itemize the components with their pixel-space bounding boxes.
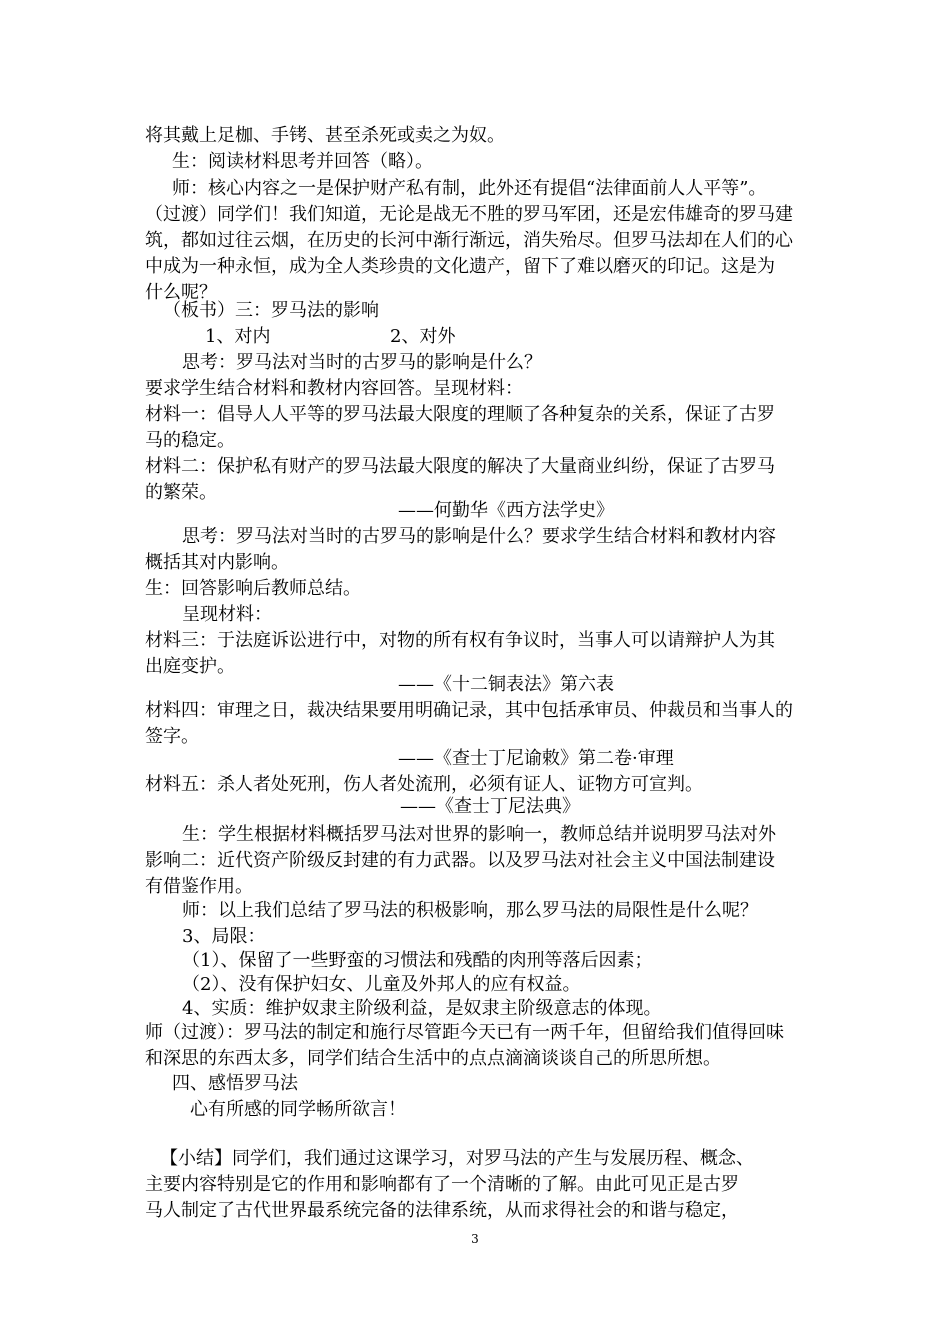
text-line: 生：学生根据材料概括罗马法对世界的影响一，教师总结并说明罗马法对外 [182, 824, 776, 845]
text-line: 材料一：倡导人人平等的罗马法最大限度的理顺了各种复杂的关系，保证了古罗 [145, 404, 775, 425]
page-number: 3 [471, 1232, 479, 1246]
text-line: （1）、保留了一些野蛮的习惯法和残酷的肉刑等落后因素； [182, 950, 653, 971]
text-line: 有借鉴作用。 [145, 876, 253, 897]
citation: ——《十二铜表法》第六表 [398, 674, 614, 695]
summary-line: 马人制定了古代世界最系统完备的法律系统，从而求得社会的和谐与稳定， [145, 1200, 739, 1221]
summary-line: 主要内容特别是它的作用和影响都有了一个清晰的了解。由此可见正是古罗 [145, 1174, 739, 1195]
text-line: 马的稳定。 [145, 430, 235, 451]
text-line: 思考：罗马法对当时的古罗马的影响是什么？ [182, 352, 542, 373]
text-line: 师：以上我们总结了罗马法的积极影响，那么罗马法的局限性是什么呢？ [182, 900, 758, 921]
text-line: 材料三：于法庭诉讼进行中，对物的所有权有争议时，当事人可以请辩护人为其 [145, 630, 775, 651]
summary-line: 【小结】同学们，我们通过这课学习，对罗马法的产生与发展历程、概念、 [160, 1148, 754, 1169]
text-line: 2、对外 [390, 326, 456, 347]
text-line: 出庭变护。 [145, 656, 235, 677]
text-line: 呈现材料： [182, 604, 272, 625]
citation: ——何勤华《西方法学史》 [398, 500, 614, 521]
text-line: 影响二：近代资产阶级反封建的有力武器。以及罗马法对社会主义中国法制建设 [145, 850, 775, 871]
text-line: 思考：罗马法对当时的古罗马的影响是什么？要求学生结合材料和教材内容 [182, 526, 776, 547]
text-line: 师：核心内容之一是保护财产私有制，此外还有提倡“法律面前人人平等”。 [172, 178, 767, 199]
text-line: 1、对内 [205, 326, 271, 347]
text-line: 心有所感的同学畅所欲言！ [190, 1099, 406, 1120]
text-line: 和深思的东西太多，同学们结合生活中的点点滴滴谈谈自己的所思所想。 [145, 1048, 721, 1069]
text-line: （2）、没有保护妇女、儿童及外邦人的应有权益。 [182, 974, 581, 995]
text-line: 什么呢？ [145, 282, 217, 303]
text-line: 3、局限： [182, 926, 266, 947]
text-line: 将其戴上足枷、手铐、甚至杀死或卖之为奴。 [145, 125, 505, 146]
text-line: 生：阅读材料思考并回答（略）。 [172, 151, 433, 172]
text-line: 材料五：杀人者处死刑，伤人者处流刑，必须有证人、证物方可宣判。 [145, 774, 703, 795]
text-line: （过渡）同学们！我们知道，无论是战无不胜的罗马军团，还是宏伟雄奇的罗马建 [145, 204, 793, 225]
text-line: 4、实质：维护奴隶主阶级利益，是奴隶主阶级意志的体现。 [182, 998, 662, 1019]
text-line: 材料四：审理之日，裁决结果要用明确记录，其中包括承审员、仲裁员和当事人的 [145, 700, 793, 721]
text-line: 师（过渡）：罗马法的制定和施行尽管距今天已有一两千年，但留给我们值得回味 [145, 1022, 784, 1043]
text-line: 概括其对内影响。 [145, 552, 289, 573]
text-line: 生：回答影响后教师总结。 [145, 578, 361, 599]
text-line: 中成为一种永恒，成为全人类珍贵的文化遗产，留下了难以磨灭的印记。这是为 [145, 256, 775, 277]
section-heading: 四、感悟罗马法 [172, 1073, 298, 1094]
text-line: 筑，都如过往云烟，在历史的长河中渐行渐远，消失殆尽。但罗马法却在人们的心 [145, 230, 793, 251]
citation: ——《查士丁尼法典》 [400, 796, 580, 817]
text-line: 要求学生结合材料和教材内容回答。呈现材料： [145, 378, 523, 399]
text-line: 材料二：保护私有财产的罗马法最大限度的解决了大量商业纠纷，保证了古罗马 [145, 456, 775, 477]
text-line: 签字。 [145, 726, 199, 747]
section-heading: （板书）三：罗马法的影响 [163, 300, 379, 321]
citation: ——《查士丁尼谕敕》第二卷·审理 [398, 748, 674, 769]
text-line: 的繁荣。 [145, 482, 217, 503]
